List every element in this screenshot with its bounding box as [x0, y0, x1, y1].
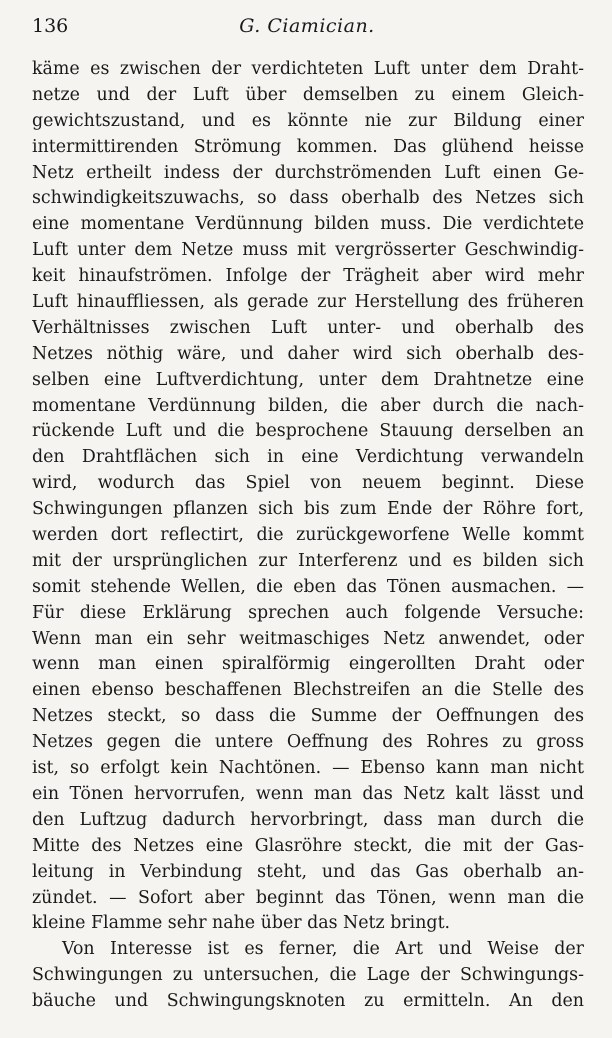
page-number: 136: [32, 15, 69, 37]
text-line: keit hinaufströmen. Infolge der Trägheit aber wird mehr: [32, 266, 584, 287]
running-head: G. Ciamician.: [239, 15, 375, 37]
text-line: den Drahtflächen sich in eine Verdichtung verwandeln: [32, 447, 584, 468]
text-line: mit der ursprünglichen zur Interferenz und es bilden sich: [32, 550, 584, 571]
text-line: Verhältnisses zwischen Luft unter- und oberhalb des: [32, 317, 584, 338]
paragraph-start-line: Von Interesse ist es ferner, die Art und Weise der: [62, 939, 584, 960]
text-line: wird, wodurch das Spiel von neuem beginnt. Diese: [32, 473, 584, 494]
text-line: Luft unter dem Netze muss mit vergrösserter Geschwindig-: [32, 240, 584, 261]
text-line: intermittirenden Strömung kommen. Das glühend heisse: [32, 136, 584, 157]
text-line: ein Tönen hervorrufen, wenn man das Netz kalt lässt und: [32, 783, 584, 804]
text-line: rückende Luft und die besprochene Stauung derselben an: [32, 421, 584, 442]
text-line: netze und der Luft über demselben zu einem Gleich-: [32, 84, 584, 105]
text-line: momentane Verdünnung bilden, die aber durch die nach-: [32, 395, 584, 416]
text-line: käme es zwischen der verdichteten Luft unter dem Draht-: [32, 59, 584, 79]
page-header: [32, 12, 582, 40]
text-line: gewichtszustand, und es könnte nie zur Bildung einer: [32, 110, 584, 131]
paragraph-end-line: kleine Flamme sehr nahe über das Netz bringt.: [32, 913, 451, 934]
text-line: Schwingungen zu untersuchen, die Lage der Schwingungs-: [32, 965, 584, 986]
text-line: Wenn man ein sehr weitmaschiges Netz anwendet, oder: [32, 628, 584, 649]
text-line: Schwingungen pflanzen sich bis zum Ende der Röhre fort,: [32, 499, 584, 520]
text-line: bäuche und Schwingungsknoten zu ermitteln. An den: [32, 991, 584, 1012]
text-line: ist, so erfolgt kein Nachtönen. — Ebenso kann man nicht: [32, 758, 584, 779]
text-line: den Luftzug dadurch hervorbringt, dass man durch die: [32, 809, 584, 830]
text-line: schwindigkeitszuwachs, so dass oberhalb des Netzes sich: [32, 188, 584, 209]
text-line: Netzes steckt, so dass die Summe der Oeffnungen des: [32, 706, 584, 727]
text-line: Mitte des Netzes eine Glasröhre steckt, die mit der Gas-: [32, 835, 584, 856]
text-line: Netzes nöthig wäre, und daher wird sich oberhalb des-: [32, 343, 584, 364]
text-line: wenn man einen spiralförmig eingerollten Draht oder: [32, 654, 584, 675]
text-line: somit stehende Wellen, die eben das Tönen ausmachen. —: [32, 576, 584, 597]
text-line: zündet. — Sofort aber beginnt das Tönen, wenn man die: [32, 887, 584, 908]
text-line: leitung in Verbindung steht, und das Gas oberhalb an-: [32, 861, 584, 882]
body-text: [32, 57, 584, 1015]
text-line: Für diese Erklärung sprechen auch folgende Versuche:: [32, 602, 584, 623]
text-line: Netz ertheilt indess der durchströmenden Luft einen Ge-: [32, 162, 584, 183]
text-line: selben eine Luftverdichtung, unter dem Drahtnetze eine: [32, 369, 584, 390]
text-line: Luft hinauffliessen, als gerade zur Herstellung des früheren: [32, 292, 584, 313]
text-line: Netzes gegen die untere Oeffnung des Rohres zu gross: [32, 732, 584, 753]
text-line: werden dort reflectirt, die zurückgeworfene Welle kommt: [32, 525, 584, 546]
text-line: einen ebenso beschaffenen Blechstreifen an die Stelle des: [32, 680, 584, 701]
text-line: eine momentane Verdünnung bilden muss. Die verdichtete: [32, 214, 584, 235]
